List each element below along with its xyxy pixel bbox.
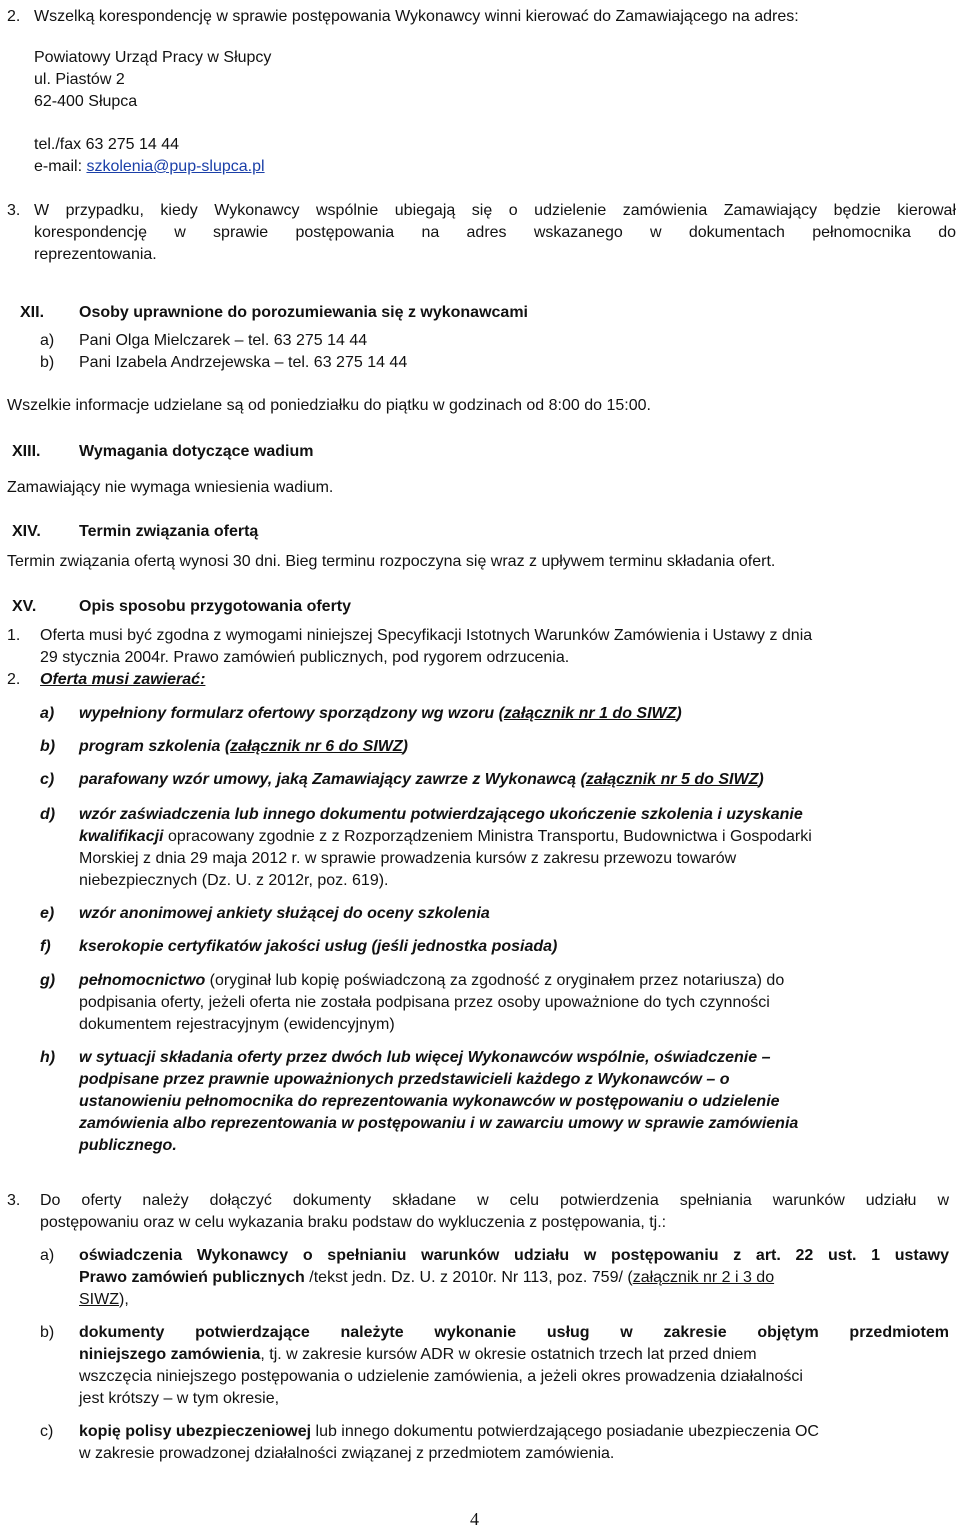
list-item-line: dokumenty potwierdzające należyte wykonanie usług w zakresie objętym przedmiotem: [79, 1324, 949, 1341]
list-item-line: podpisania oferty, jeżeli oferta nie została podpisana przez osoby upoważnione do tych czynności: [79, 994, 770, 1011]
list-label: h): [40, 1049, 56, 1066]
list-item-line: ustanowieniu pełnomocnika do reprezentowania wykonawców w postępowaniu o udzielenie: [79, 1093, 780, 1110]
address-line: 62-400 Słupca: [34, 93, 138, 110]
email-label: e-mail:: [34, 158, 87, 175]
list-label: c): [40, 1423, 54, 1440]
list-item-line: Morskiej z dnia 29 maja 2012 r. w sprawie prowadzenia kursów z zakresu przewozu towarów: [79, 850, 737, 867]
section-number: XV.: [12, 598, 37, 615]
attachment-reference: załącznik nr 2 i 3 do: [632, 1269, 775, 1286]
list-label: e): [40, 905, 55, 922]
list-label: b): [40, 354, 55, 371]
section-heading: Wymagania dotyczące wadium: [79, 443, 314, 460]
list-item-line: oświadczenia Wykonawcy o spełnianiu warunków udziału w postępowaniu z art. 22 ust. 1 ustawy: [79, 1247, 949, 1264]
list-label: a): [40, 705, 55, 722]
email-line: [34, 156, 265, 178]
section-number: XII.: [20, 304, 45, 321]
list-label: a): [40, 332, 55, 349]
list-item-line: podpisane przez prawnie upoważnionych przedstawicieli każdego z Wykonawców – o: [79, 1071, 730, 1088]
list-item-line: SIWZ),: [79, 1291, 129, 1308]
list-item: program szkolenia (załącznik nr 6 do SIWZ): [79, 738, 408, 755]
item-number: 2.: [7, 671, 21, 688]
address-line: Powiatowy Urząd Pracy w Słupcy: [34, 49, 272, 66]
paragraph-line: korespondencję w sprawie postępowania na adres wskazanego w dokumentach pełnomocnika do: [34, 224, 956, 241]
list-item-line: kopię polisy ubezpieczeniowej lub innego dokumentu potwierdzającego posiadanie ubezpieczenia OC: [79, 1423, 819, 1440]
list-item-line: zamówienia albo reprezentowania w postępowaniu i w zawarciu umowy w sprawie zamówienia: [79, 1115, 799, 1132]
list-item-line: w sytuacji składania oferty przez dwóch lub więcej Wykonawców wspólnie, oświadczenie –: [79, 1049, 771, 1066]
list-item: wypełniony formularz ofertowy sporządzony wg wzoru (załącznik nr 1 do SIWZ): [79, 705, 682, 722]
list-label: a): [40, 1247, 55, 1264]
item-number: 1.: [7, 627, 21, 644]
item-number: 2.: [7, 8, 21, 25]
section-heading: Osoby uprawnione do porozumiewania się z wykonawcami: [79, 304, 528, 321]
list-label: d): [40, 806, 56, 823]
list-item-line: Prawo zamówień publicznych /tekst jedn. Dz. U. z 2010r. Nr 113, poz. 759/ (załącznik nr 2 i 3 do: [79, 1269, 775, 1286]
section-number: XIV.: [12, 523, 41, 540]
paragraph-line: Do oferty należy dołączyć dokumenty składane w celu potwierdzenia spełniania warunków udziału w: [40, 1192, 949, 1209]
list-item-line: wzór zaświadczenia lub innego dokumentu potwierdzającego ukończenie szkolenia i uzyskanie: [79, 806, 803, 823]
list-item: parafowany wzór umowy, jaką Zamawiający zawrze z Wykonawcą (załącznik nr 5 do SIWZ): [79, 771, 764, 788]
paragraph-line: W przypadku, kiedy Wykonawcy wspólnie ubiegają się o udzielenie zamówienia Zamawiający będzie kierował: [34, 202, 956, 219]
list-item-line: publicznego.: [79, 1137, 177, 1154]
section-heading: Opis sposobu przygotowania oferty: [79, 598, 352, 615]
item-number: 3.: [7, 202, 21, 219]
list-label: g): [40, 972, 56, 989]
contact-person: Pani Izabela Andrzejewska – tel. 63 275 14 44: [79, 354, 408, 371]
page-number: 4: [470, 1509, 479, 1529]
list-item-line: jest krótszy – w tym okresie,: [79, 1390, 280, 1407]
paragraph-line: Wszelkie informacje udzielane są od poniedziałku do piątku w godzinach od 8:00 do 15:00.: [7, 397, 651, 414]
contact-person: Pani Olga Mielczarek – tel. 63 275 14 44: [79, 332, 368, 349]
paragraph-line: postępowaniu oraz w celu wykazania braku podstaw do wykluczenia z postępowania, tj.:: [40, 1214, 667, 1231]
list-label: b): [40, 1324, 55, 1341]
address-line: ul. Piastów 2: [34, 71, 125, 88]
list-label: b): [40, 738, 56, 755]
list-label: f): [40, 938, 51, 955]
list-item-line: dokumentem rejestracyjnym (ewidencyjnym): [79, 1016, 395, 1033]
section-number: XIII.: [12, 443, 41, 460]
paragraph-line: Oferta musi być zgodna z wymogami niniejszej Specyfikacji Istotnych Warunków Zamówienia i Ustawy z dnia: [40, 627, 813, 644]
section-heading: Termin związania ofertą: [79, 523, 259, 540]
phone-fax: tel./fax 63 275 14 44: [34, 136, 179, 153]
attachment-reference: załącznik nr 1 do SIWZ: [503, 705, 677, 722]
attachment-reference: załącznik nr 5 do SIWZ: [585, 771, 759, 788]
subsection-heading: Oferta musi zawierać:: [40, 671, 206, 688]
list-item: wzór anonimowej ankiety służącej do oceny szkolenia: [79, 905, 490, 922]
list-item-line: kwalifikacji opracowany zgodnie z z Rozporządzeniem Ministra Transportu, Budownictwa i Gospodarki: [79, 828, 812, 845]
paragraph-line: reprezentowania.: [34, 246, 157, 263]
paragraph-line: Termin związania ofertą wynosi 30 dni. Bieg terminu rozpoczyna się wraz z upływem terminu składania ofert.: [7, 553, 776, 570]
list-item-line: niebezpiecznych (Dz. U. z 2012r, poz. 619).: [79, 872, 389, 889]
paragraph-line: 29 stycznia 2004r. Prawo zamówień publicznych, pod rygorem odrzucenia.: [40, 649, 570, 666]
list-item-line: pełnomocnictwo (oryginał lub kopię poświadczoną za zgodność z oryginałem przez notariusza) do: [79, 972, 785, 989]
attachment-reference: SIWZ: [79, 1291, 119, 1308]
list-item: kserokopie certyfikatów jakości usług (jeśli jednostka posiada): [79, 938, 558, 955]
list-item-line: w zakresie prowadzonej działalności związanej z przedmiotem zamówienia.: [79, 1445, 615, 1462]
email-link[interactable]: szkolenia@pup-slupca.pl: [86, 158, 265, 175]
item-number: 3.: [7, 1192, 21, 1209]
list-item-line: niniejszego zamówienia, tj. w zakresie kursów ADR w okresie ostatnich trzech lat przed dniem: [79, 1346, 757, 1363]
list-item-line: wszczęcia niniejszego postępowania o udzielenie zamówienia, a jeżeli okres prowadzenia działalności: [79, 1368, 803, 1385]
attachment-reference: załącznik nr 6 do SIWZ: [230, 738, 403, 755]
paragraph-line: Zamawiający nie wymaga wniesienia wadium.: [7, 479, 334, 496]
list-label: c): [40, 771, 55, 788]
paragraph-line: Wszelką korespondencję w sprawie postępowania Wykonawcy winni kierować do Zamawiającego na adres:: [34, 8, 799, 25]
